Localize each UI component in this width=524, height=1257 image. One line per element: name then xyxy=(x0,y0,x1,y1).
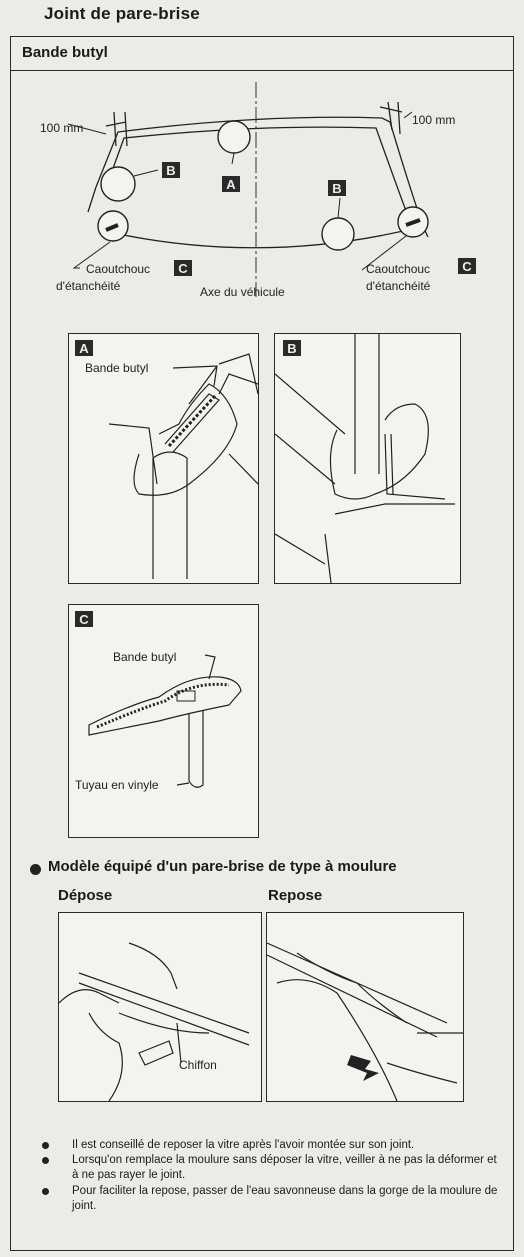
windshield-overview-diagram xyxy=(10,72,514,322)
overview-letter-b-left: B xyxy=(166,163,176,178)
dimension-right-label: 100 mm xyxy=(412,113,456,127)
detail-a-illustration xyxy=(69,334,258,583)
bullet-icon xyxy=(42,1157,49,1164)
section-divider xyxy=(10,70,514,71)
seal-right-line2: d'étanchéité xyxy=(366,279,431,293)
bullet-icon xyxy=(42,1188,49,1195)
seal-left-line1: Caoutchouc xyxy=(86,262,151,276)
overview-letter-a: A xyxy=(226,177,236,192)
notes-list xyxy=(34,1138,504,1214)
note-text: Il est conseillé de reposer la vitre après l'avoir montée sur son joint. xyxy=(72,1139,415,1151)
overview-letter-c-right: C xyxy=(462,259,472,274)
install-panel xyxy=(266,912,464,1102)
note-item xyxy=(34,1138,504,1153)
page-title: Joint de pare-brise xyxy=(44,4,200,23)
seal-left-line2: d'étanchéité xyxy=(56,279,121,293)
removal-illustration xyxy=(59,913,261,1101)
install-illustration xyxy=(267,913,463,1101)
detail-a-tape-label: Bande butyl xyxy=(85,361,149,375)
detail-a-panel xyxy=(68,333,259,584)
note-item xyxy=(34,1184,504,1214)
rag-label: Chiffon xyxy=(179,1058,217,1072)
seal-right-line1: Caoutchouc xyxy=(366,262,431,276)
overview-letter-b-right: B xyxy=(332,181,342,196)
removal-label: Dépose xyxy=(58,887,113,904)
vehicle-axis-label: Axe du véhicule xyxy=(200,285,285,299)
section-title: Bande butyl xyxy=(22,44,108,61)
detail-c-pipe-label: Tuyau en vinyle xyxy=(75,778,159,792)
detail-b-letter: B xyxy=(287,341,297,356)
install-label: Repose xyxy=(268,887,323,904)
detail-c-tape-label: Bande butyl xyxy=(113,650,177,664)
detail-c-panel xyxy=(68,604,259,838)
note-text: Pour faciliter la repose, passer de l'eau savonneuse dans la gorge de la moulure de joint. xyxy=(72,1184,498,1212)
bullet-icon xyxy=(42,1142,49,1149)
dimension-left-label: 100 mm xyxy=(40,121,84,135)
detail-a-letter: A xyxy=(79,341,89,356)
detail-b-panel xyxy=(274,333,461,584)
detail-c-illustration xyxy=(69,605,258,837)
note-item xyxy=(34,1153,504,1183)
molding-heading: Modèle équipé d'un pare-brise de type à moulure xyxy=(48,858,397,875)
detail-c-letter: C xyxy=(79,612,89,627)
detail-b-illustration xyxy=(275,334,460,583)
removal-panel xyxy=(58,912,262,1102)
note-text: Lorsqu'on remplace la moulure sans déposer la vitre, veiller à ne pas la déformer et à ne pas rayer le joint. xyxy=(72,1154,497,1182)
molding-bullet xyxy=(30,864,41,875)
overview-letter-c-left: C xyxy=(178,261,188,276)
